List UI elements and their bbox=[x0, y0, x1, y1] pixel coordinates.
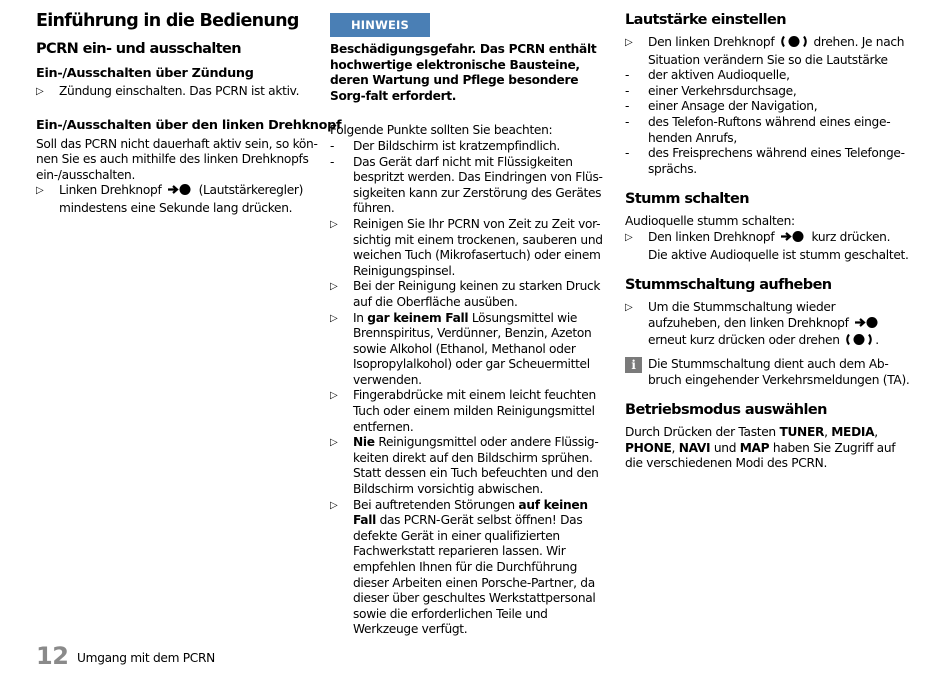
step-triangle-icon: ▷ bbox=[330, 499, 338, 511]
mute-step: ▷ Den linken Drehknopf kurz drücken. bbox=[625, 230, 910, 248]
list-item: - Das Gerät darf nicht mit Flüssigkeiten bespritzt werden. Das Eindringen von Flüs-sigkeiten kann zur Zerstörung des Gerätes führen. bbox=[330, 154, 603, 216]
step-triangle-icon: ▷ bbox=[330, 218, 338, 230]
section-title-mode: Betriebsmodus auswählen bbox=[625, 402, 827, 419]
step-triangle-icon: ▷ bbox=[36, 86, 44, 97]
list-item: - Der Bildschirm ist kratzempfindlich. bbox=[330, 138, 560, 153]
chapter-title: Umgang mit dem PCRN bbox=[77, 651, 215, 665]
list-item: ▷ Bei der Reinigung keinen zu starken Druck auf die Oberfläche ausüben. bbox=[330, 279, 601, 309]
list-item: ▷ Fingerabdrücke mit einem leicht feuchten Tuch oder einem milden Reinigungsmittel entfernen. bbox=[330, 388, 596, 434]
subsection-ignition-title: Ein-/Ausschalten über Zündung bbox=[36, 66, 254, 81]
subsection-knob-title: Ein-/Ausschalten über den linken Drehknopf bbox=[36, 117, 342, 133]
info-icon: i bbox=[625, 357, 642, 373]
knob-rotate-icon bbox=[845, 333, 873, 351]
list-item: - des Freisprechens während eines Telefonge-sprächs. bbox=[625, 146, 905, 176]
info-note: i Die Stummschaltung dient auch dem Ab-bruch eingehender Verkehrsmeldungen (TA). bbox=[625, 357, 910, 388]
page-title: Einführung in die Bedienung bbox=[36, 11, 299, 31]
list-item: ▷ Reinigen Sie Ihr PCRN von Zeit zu Zeit vor-sichtig mit einem trockenen, sauberen und weichen Tuch (Mikrofasertuch) oder einem Reinigungspinsel. bbox=[330, 216, 603, 278]
knob-press-icon bbox=[167, 183, 193, 201]
knob-press-icon bbox=[854, 316, 880, 334]
unmute-step: ▷ Um die Stummschaltung wieder aufzuheben, den linken Drehknopf erneut kurz drücken oder drehen . bbox=[625, 300, 910, 351]
knob-press-icon bbox=[780, 230, 806, 248]
section-title-mute: Stumm schalten bbox=[625, 191, 749, 208]
step-triangle-icon: ▷ bbox=[625, 302, 633, 314]
knob-paragraph: Soll das PCRN nicht dauerhaft aktiv sein, so kön-nen Sie es auch mithilfe des linken Drehknopfs ein-/ausschalten. bbox=[36, 136, 318, 182]
mute-result: Die aktive Audioquelle ist stumm geschaltet. bbox=[648, 247, 909, 262]
section-title-unmute: Stummschaltung aufheben bbox=[625, 277, 832, 294]
column-left bbox=[36, 0, 342, 217]
list-item: ▷ Nie Reinigungsmittel oder andere Flüssig-keiten direkt auf den Bildschirm sprühen. Statt dessen ein Tuch befeuchten und den Bildschirm vorsichtig abwischen. bbox=[330, 435, 599, 497]
section-title-power: PCRN ein- und ausschalten bbox=[36, 41, 242, 57]
mode-text: Durch Drücken der Tasten TUNER, MEDIA, PHONE, NAVI und MAP haben Sie Zugriff auf die verschiedenen Modi des PCRN. bbox=[625, 425, 896, 471]
volume-step: ▷ Den linken Drehknopf drehen. Je nach Situation verändern Sie so die Lautstärke bbox=[625, 35, 905, 67]
hinweis-badge: HINWEIS bbox=[330, 13, 430, 37]
warning-text: Beschädigungsgefahr. Das PCRN enthält hochwertige elektronische Bausteine, deren Wartung und Pflege besondere Sorg-falt erfordert. bbox=[330, 42, 597, 103]
step-triangle-icon: ▷ bbox=[330, 390, 338, 402]
page-number: 12 bbox=[36, 642, 69, 670]
section-title-volume: Lautstärke einstellen bbox=[625, 12, 786, 28]
list-item: - einer Ansage der Navigation, bbox=[625, 99, 818, 114]
knob-rotate-icon bbox=[780, 35, 808, 53]
points-intro: Folgende Punkte sollten Sie beachten: bbox=[330, 123, 553, 138]
list-item: ▷ Bei auftretenden Störungen auf keinen Fall das PCRN-Gerät selbst öffnen! Das defekte Gerät in einer qualifizierten Fachwerkstatt reparieren lassen. Wir empfehlen Ihnen für die Durchführung dieser Arbeiten einen Porsche-Partner, da dieser über geschultes Werkstattpersonal sowie die erforderlichen Teile und Werkzeuge verfügt. bbox=[330, 497, 596, 637]
step-triangle-icon: ▷ bbox=[36, 185, 44, 197]
knob-step: ▷ Linken Drehknopf (Lautstärkeregler) mindestens eine Sekunde lang drücken. bbox=[36, 183, 304, 215]
column-middle bbox=[330, 0, 610, 638]
step-triangle-icon: ▷ bbox=[625, 37, 633, 48]
list-item: - einer Verkehrsdurchsage, bbox=[625, 83, 797, 98]
mute-intro: Audioquelle stumm schalten: bbox=[625, 214, 795, 229]
ignition-step: ▷ Zündung einschalten. Das PCRN ist aktiv. bbox=[36, 84, 300, 98]
column-right bbox=[625, 0, 910, 472]
list-item: - der aktiven Audioquelle, bbox=[625, 68, 790, 83]
step-triangle-icon: ▷ bbox=[330, 437, 338, 449]
step-triangle-icon: ▷ bbox=[625, 231, 633, 243]
list-item: - des Telefon-Ruftons während eines einge-henden Anrufs, bbox=[625, 114, 891, 145]
step-triangle-icon: ▷ bbox=[330, 312, 338, 324]
step-triangle-icon: ▷ bbox=[330, 281, 338, 293]
list-item: ▷ In gar keinem Fall Lösungsmittel wie Brennspiritus, Verdünner, Benzin, Azeton sowie Alkohol (Ethanol, Methanol oder Isopropylalkohol) oder gar Scheuermittel verwenden. bbox=[330, 310, 592, 387]
